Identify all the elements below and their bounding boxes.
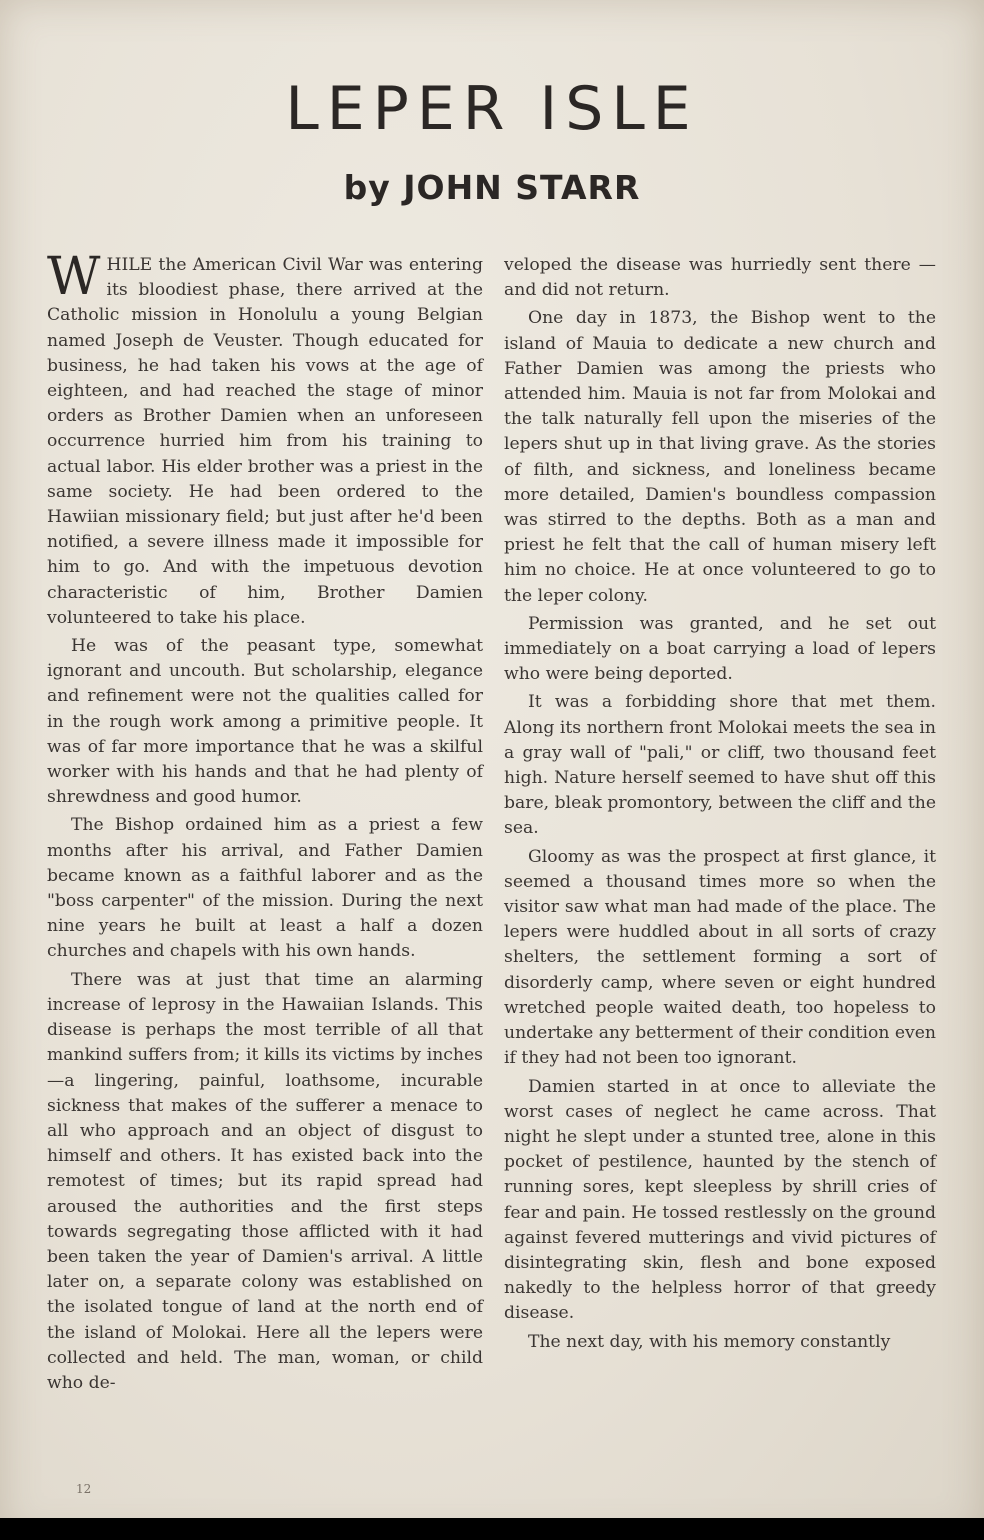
paragraph — [47, 247, 483, 631]
page-number: 12 — [76, 1482, 92, 1496]
paragraph: It was a forbidding shore that met them. Along its northern front Molokai meets the sea in a gray wall of "pali," or cliff, two thousand feet high. Nature herself seemed to have shut off this bare, bleak promontory, between the cliff and the sea. — [504, 692, 936, 839]
paragraph-text: HILE the American Civil War was entering its bloodiest phase, there arrived at the Catholic mission in Honolulu a young Belgian named Joseph de Veuster. Though educated for business, he had taken his vows at the age of eighteen, and had reached the stage of minor orders as Brother Damien when an unforeseen occurrence hurried him from his training to actual labor. His elder brother was a priest in the same society. He had been ordered to the Hawiian missionary field; but just after he'd been notified, a severe illness made it impossible for him to go. And with the impetuous devotion characteristic of him, Brother Damien volunteered to take his place. — [47, 255, 483, 628]
left-column — [47, 247, 483, 1399]
paragraph: The next day, with his memory constantly — [528, 1331, 891, 1352]
paragraph: He was of the peasant type, somewhat ignorant and uncouth. But scholarship, elegance and refinement were not the qualities called for in the rough work among a primitive people. It was of far more importance that he was a skilful worker with his hands and that he had plenty of shrewdness and good humor. — [47, 636, 483, 808]
article-byline: by JOHN STARR — [343, 168, 641, 207]
right-column — [504, 253, 936, 1358]
paragraph: One day in 1873, the Bishop went to the island of Mauia to dedicate a new church and Father Damien was among the priests who attended him. Mauia is not far from Molokai and the talk naturally fell upon the miseries of the lepers shut up in that living grave. As the stories of filth, and sickness, and loneliness became more detailed, Damien's boundless compassion was stirred to the depths. Both as a man and priest he felt that the call of human misery left him no choice. He at once volunteered to go to the leper colony. — [504, 308, 936, 606]
paragraph: Gloomy as was the prospect at first glance, it seemed a thousand times more so when the visitor saw what man had made of the place. The lepers were huddled about in all sorts of crazy shelters, the settlement forming a sort of disorderly camp, where seven or eight hundred wretched people waited death, too hopeless to undertake any betterment of their condition even if they had not been too ignorant. — [504, 846, 936, 1069]
paragraph: veloped the disease was hurriedly sent there —and did not return. — [504, 255, 936, 301]
article-title: LEPER ISLE — [285, 74, 699, 144]
scan-border — [0, 1518, 984, 1540]
drop-cap: W — [47, 247, 101, 307]
paragraph: Permission was granted, and he set out immediately on a boat carrying a load of lepers who were being deported. — [504, 613, 936, 685]
paragraph: Damien started in at once to alleviate the worst cases of neglect he came across. That night he slept under a stunted tree, alone in this pocket of pestilence, haunted by the stench of running sores, kept sleepless by shrill cries of fear and pain. He tossed restlessly on the ground against fevered mutterings and vivid pictures of disintegrating skin, flesh and bone exposed nakedly to the helpless horror of that greedy disease. — [504, 1076, 936, 1324]
paragraph: There was at just that time an alarming increase of leprosy in the Hawaiian Islands. This disease is perhaps the most terrible of all that mankind suffers from; it kills its victims by inches—a lingering, painful, loathsome, incurable sickness that makes of the sufferer a menace to all who approach and an object of disgust to himself and others. It has existed back into the remotest of times; but its rapid spread had aroused the authorities and the first steps towards segregating those afflicted with it had been taken the year of Damien's arrival. A little later on, a separate colony was established on the isolated tongue of land at the north end of the island of Molokai. Here all the lepers were collected and held. The man, woman, or child who de- — [47, 969, 483, 1393]
paragraph: The Bishop ordained him as a priest a few months after his arrival, and Father Damien became known as a faithful laborer and as the "boss carpenter" of the mission. During the next nine years he built at least a half a dozen churches and chapels with his own hands. — [47, 815, 483, 962]
